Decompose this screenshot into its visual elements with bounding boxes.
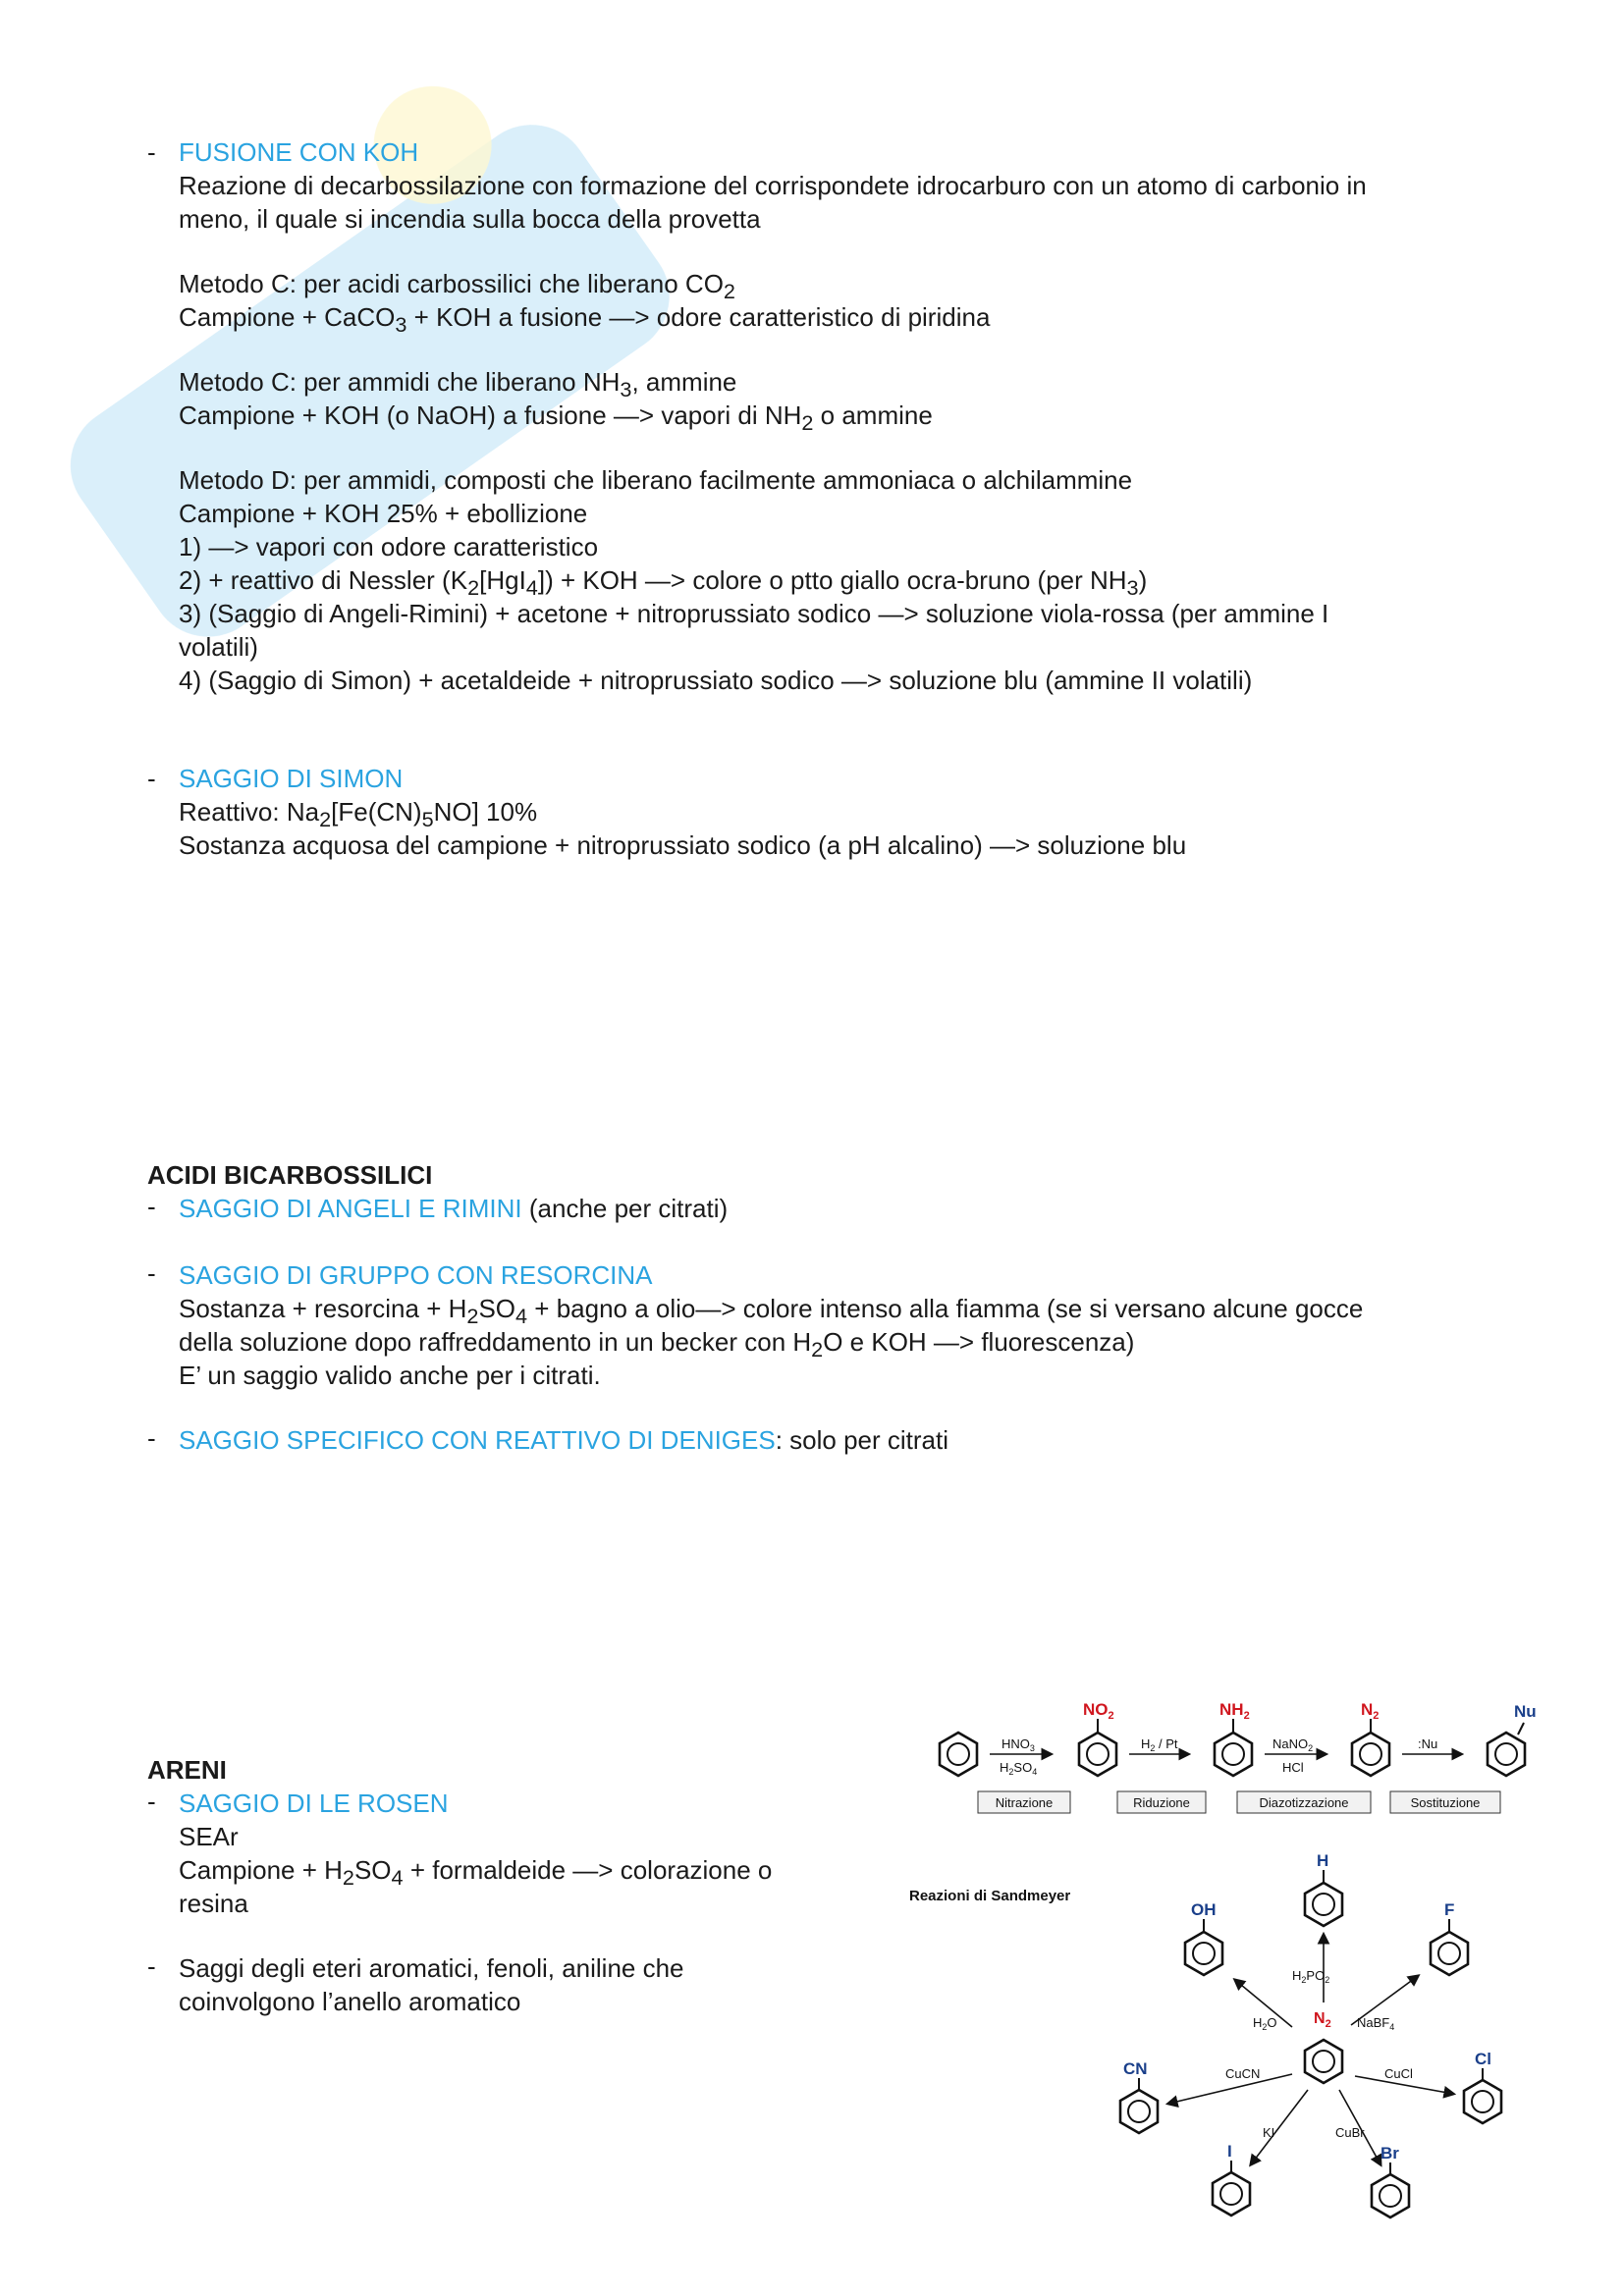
reagent-cucn: CuCN <box>1225 2066 1261 2081</box>
bromobenzene-ring <box>1372 2174 1409 2217</box>
nitrobenzene-ring <box>1079 1733 1116 1776</box>
i-group: I <box>1227 2142 1232 2161</box>
bullet-dash: - <box>147 1192 156 1221</box>
nu-group: Nu <box>1514 1702 1537 1721</box>
step-diazotizzazione: Diazotizzazione <box>1259 1795 1349 1810</box>
metodo-c-acidi: Metodo C: per acidi carbossilici che liberano $CO_2$ <box>179 269 735 304</box>
no2-group: $NO_2$ <box>1083 1700 1114 1722</box>
step-3-cont: volatili) <box>179 632 258 662</box>
bullet-dash: - <box>147 764 156 793</box>
sandmeyer-title: Reazioni di Sandmeyer <box>909 1888 1071 1904</box>
eteri-line-1: Saggi degli eteri aromatici, fenoli, aniline che <box>179 1953 684 1983</box>
step-sostituzione: Sostituzione <box>1410 1795 1481 1810</box>
bullet-dash: - <box>147 137 156 167</box>
le-rosen-reaction-cont: resina <box>179 1889 248 1918</box>
bullet-dash: - <box>147 1423 156 1453</box>
n2-group: $N_2$ <box>1361 1700 1380 1722</box>
bullet-dash: - <box>147 1951 156 1981</box>
reagent-nano2: NaNO$_2$ <box>1272 1736 1314 1753</box>
fusione-title: FUSIONE CON KOH <box>179 137 419 167</box>
aniline-ring <box>1215 1733 1252 1776</box>
cl-group: Cl <box>1475 2050 1491 2068</box>
sear-label: SEAr <box>179 1822 239 1851</box>
nh2-group: $NH_2$ <box>1219 1700 1250 1722</box>
metodo-c-acidi-reaction: Campione + CaCO$_3$ + KOH a fusione —> odore caratteristico di piridina <box>179 302 991 338</box>
metodo-d: Metodo D: per ammidi, composti che liberano facilmente ammoniaca o alchilammine <box>179 465 1133 495</box>
deniges-item: SAGGIO SPECIFICO CON REATTIVO DI DENIGES: solo per citrati <box>179 1425 949 1455</box>
resorcina-line-3: E’ un saggio valido anche per i citrati. <box>179 1361 601 1390</box>
angeli-rimini-item: SAGGIO DI ANGELI E RIMINI (anche per citrati) <box>179 1194 729 1223</box>
reagent-cucl: CuCl <box>1384 2066 1413 2081</box>
resorcina-line-1: Sostanza + resorcina + $H_2SO_4$ + bagno a olio—> colore intenso alla fiamma (se si versano alcune gocce <box>179 1294 1364 1329</box>
iodobenzene-ring <box>1213 2172 1250 2216</box>
step-riduzione: Riduzione <box>1133 1795 1190 1810</box>
bullet-dash: - <box>147 1787 156 1816</box>
chlorobenzene-ring <box>1464 2080 1501 2123</box>
step-4: 4) (Saggio di Simon) + acetaldeide + nitroprussiato sodico —> soluzione blu (ammine II volatili) <box>179 666 1253 695</box>
cn-group: CN <box>1123 2059 1148 2078</box>
center-diazonium-ring <box>1305 2040 1342 2083</box>
sandmeyer-diagram <box>903 1693 1551 2243</box>
benzene-ring <box>940 1733 977 1776</box>
fusione-desc-1: Reazione di decarbossilazione con formazione del corrispondete idrocarburo con un atomo di carbonio in <box>179 171 1367 200</box>
resorcina-line-2: della soluzione dopo raffreddamento in un becker con $H_2O$ e KOH —> fluorescenza) <box>179 1327 1135 1362</box>
substituted-ring <box>1488 1733 1525 1776</box>
resorcina-title: SAGGIO DI GRUPPO CON RESORCINA <box>179 1260 653 1290</box>
step-2: 2) + reattivo di Nessler $(K_2[HgI_4])$ + KOH —> colore o ptto giallo ocra-bruno (per $NH_3$) <box>179 565 1148 601</box>
le-rosen-reaction: Campione + $H_2SO_4$ + formaldeide —> colorazione o <box>179 1855 773 1891</box>
reagent-h2pt: $H_2$ / Pt <box>1141 1736 1178 1753</box>
diazonium-ring <box>1352 1733 1389 1776</box>
step-3: 3) (Saggio di Angeli-Rimini) + acetone + nitroprussiato sodico —> soluzione viola-rossa (per ammine I <box>179 599 1329 628</box>
reagent-cubr: CuBr <box>1335 2125 1365 2140</box>
fluorobenzene-ring <box>1431 1932 1468 1975</box>
le-rosen-title: SAGGIO DI LE ROSEN <box>179 1789 449 1818</box>
step-nitrazione: Nitrazione <box>995 1795 1054 1810</box>
simon-desc: Sostanza acquosa del campione + nitroprussiato sodico (a pH alcalino) —> soluzione blu <box>179 830 1187 860</box>
metodo-c-ammidi: Metodo C: per ammidi che liberano $NH_3$, ammine <box>179 367 737 402</box>
metodo-c-ammidi-reaction: Campione + KOH (o NaOH) a fusione —> vapori di $NH_2$ o ammine <box>179 400 933 436</box>
eteri-line-2: coinvolgono l’anello aromatico <box>179 1987 521 2016</box>
center-n2-group: $N_2$ <box>1314 2010 1331 2030</box>
f-group: F <box>1444 1900 1455 1919</box>
bullet-dash: - <box>147 1258 156 1288</box>
oh-group: OH <box>1191 1900 1217 1919</box>
reagent-h2so4: $H_2SO_4$ <box>1000 1760 1038 1777</box>
benzonitrile-ring <box>1120 2090 1158 2133</box>
h-group: H <box>1317 1851 1329 1870</box>
benzene-product-ring <box>1305 1883 1342 1926</box>
reagent-h2o: $H_2O$ <box>1253 2015 1277 2032</box>
reagent-nabf4: NaBF$_4$ <box>1357 2015 1395 2032</box>
simon-reagent: Reattivo: $Na_2[Fe(CN)_5NO]$ 10% <box>179 797 538 832</box>
step-1: 1) —> vapori con odore caratteristico <box>179 532 599 561</box>
reagent-h3po2: $H_2PO_2$ <box>1292 1968 1330 1985</box>
fusione-desc-2: meno, il quale si incendia sulla bocca della provetta <box>179 204 761 234</box>
areni-heading: ARENI <box>147 1755 227 1785</box>
phenol-ring <box>1185 1932 1222 1975</box>
metodo-d-reaction: Campione + KOH 25% + ebollizione <box>179 499 588 528</box>
bicarb-heading: ACIDI BICARBOSSILICI <box>147 1160 433 1190</box>
reagent-nu: :Nu <box>1418 1736 1438 1751</box>
br-group: Br <box>1380 2144 1399 2163</box>
simon-title: SAGGIO DI SIMON <box>179 764 404 793</box>
reagent-hno3: $HNO_3$ <box>1001 1736 1035 1753</box>
reagent-hcl: HCl <box>1282 1760 1304 1775</box>
reagent-ki: KI <box>1263 2125 1275 2140</box>
